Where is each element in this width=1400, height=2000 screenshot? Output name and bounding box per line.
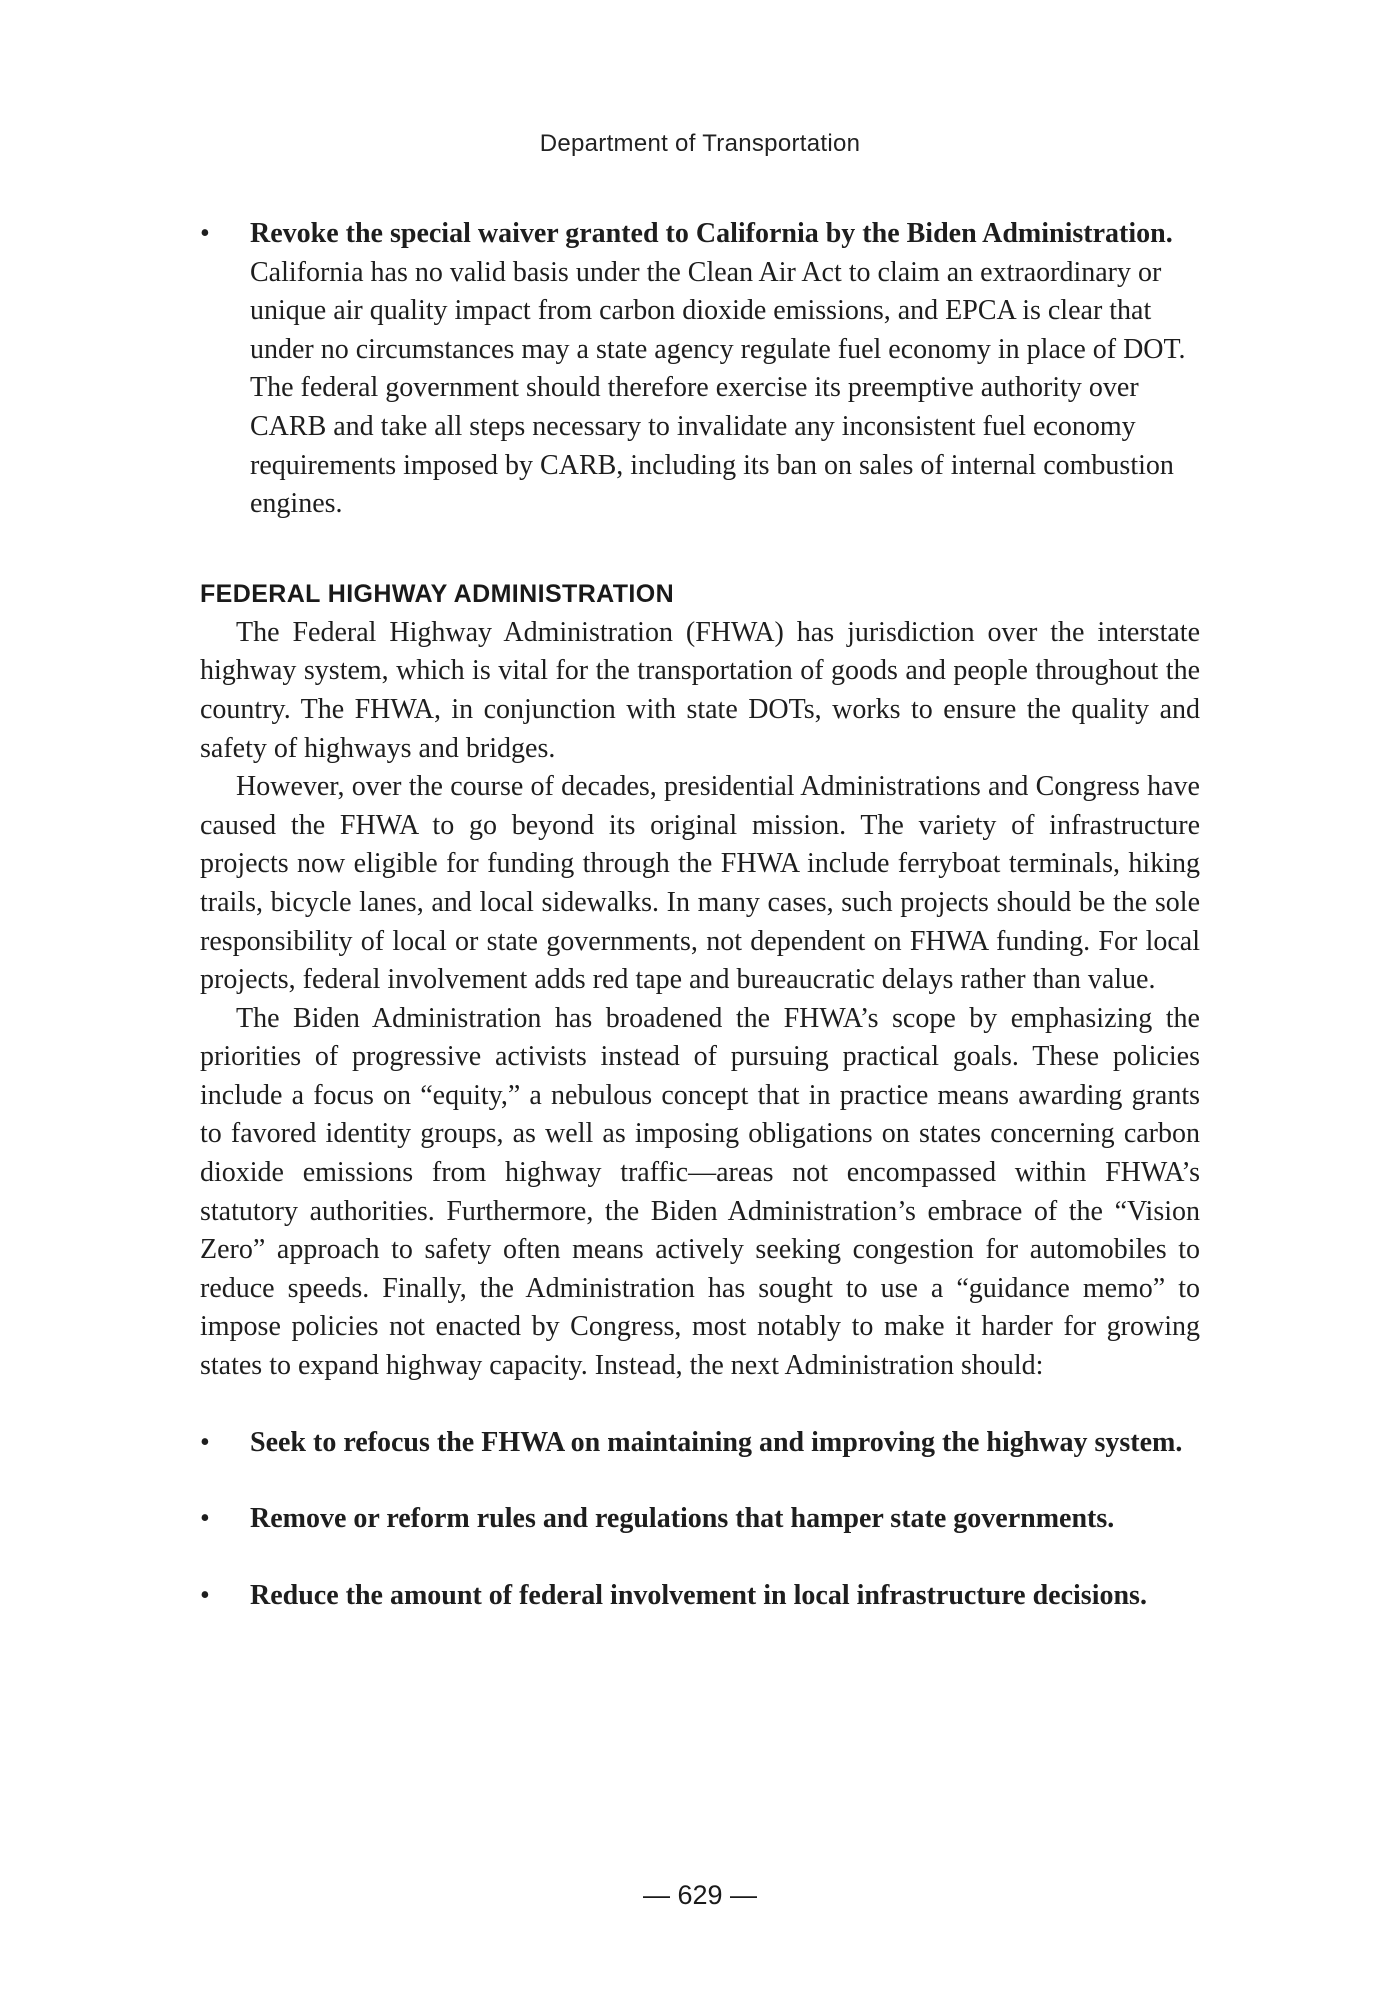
bullet-glyph: • [200,1426,210,1458]
section-heading: FEDERAL HIGHWAY ADMINISTRATION [200,579,675,608]
body-paragraph: The Biden Administration has broadened the FHWA’s scope by emphasizing the priorities of progressive activists instead of pursuing practical goals. These policies include a focus on “equity,” a nebulous concept that in practice means awarding grants to favored identity groups, as well as imposing obligations on states concerning carbon dioxide emissions from highway traffic—areas not encompassed within FHWA’s statutory authorities. Furthermore, the Biden Administration’s embrace of the “Vision Zero” approach to safety often means actively seeking congestion for automobiles to reduce speeds. Finally, the Administration has sought to use a “guidance memo” to impose policies not enacted by Congress, most notably to make it harder for growing states to expand highway capacity. Instead, the next Administration should: [200,1002,1200,1382]
page-number: — 629 — [642,1880,758,1910]
recommendation-list [200,1424,1200,1616]
running-head: Department of Transportation [539,130,861,157]
bullet-glyph: • [200,1579,210,1611]
body-paragraph: The Federal Highway Administration (FHWA) has jurisdiction over the interstate highway system, which is vital for the transportation of goods and people throughout the country. The FHWA, in conjunction with state DOTs, works to ensure the quality and safety of highways and bridges. [200,616,1200,764]
bullet-glyph: • [200,1503,210,1535]
recommendation-item [200,1500,1200,1539]
bullet-body: California has no valid basis under the Clean Air Act to claim an extraordinary or unique air quality impact from carbon dioxide emissions, and EPCA is clear that under no circumstances may a state agency regulate fuel economy in place of DOT. The federal government should therefore exercise its preemptive authority over CARB and take all steps necessary to invalidate any inconsistent fuel economy requirements imposed by CARB, including its ban on sales of internal combustion engines. [250,256,1186,520]
body-paragraph: However, over the course of decades, presidential Administrations and Congress have caused the FHWA to go beyond its original mission. The variety of infrastructure projects now eligible for funding through the FHWA include ferryboat terminals, hiking trails, bicycle lanes, and local sidewalks. In many cases, such projects should be the sole responsibility of local or state governments, not dependent on FHWA funding. For local projects, federal involvement adds red tape and bureaucratic delays rather than value. [200,771,1200,996]
bullet-glyph: • [200,218,210,249]
recommendation-text: Remove or reform rules and regulations that hamper state governments. [250,1503,1115,1535]
recommendation-text: Seek to refocus the FHWA on maintaining and improving the highway system. [250,1426,1183,1458]
recommendation-text: Reduce the amount of federal involvement in local infrastructure decisions. [250,1579,1147,1611]
waiver-bullet [200,215,1200,524]
bullet-lead: Revoke the special waiver granted to California by the Biden Administration. [250,218,1173,249]
page-body [200,215,1200,1653]
recommendation-item [200,1424,1200,1463]
recommendation-item [200,1577,1200,1616]
